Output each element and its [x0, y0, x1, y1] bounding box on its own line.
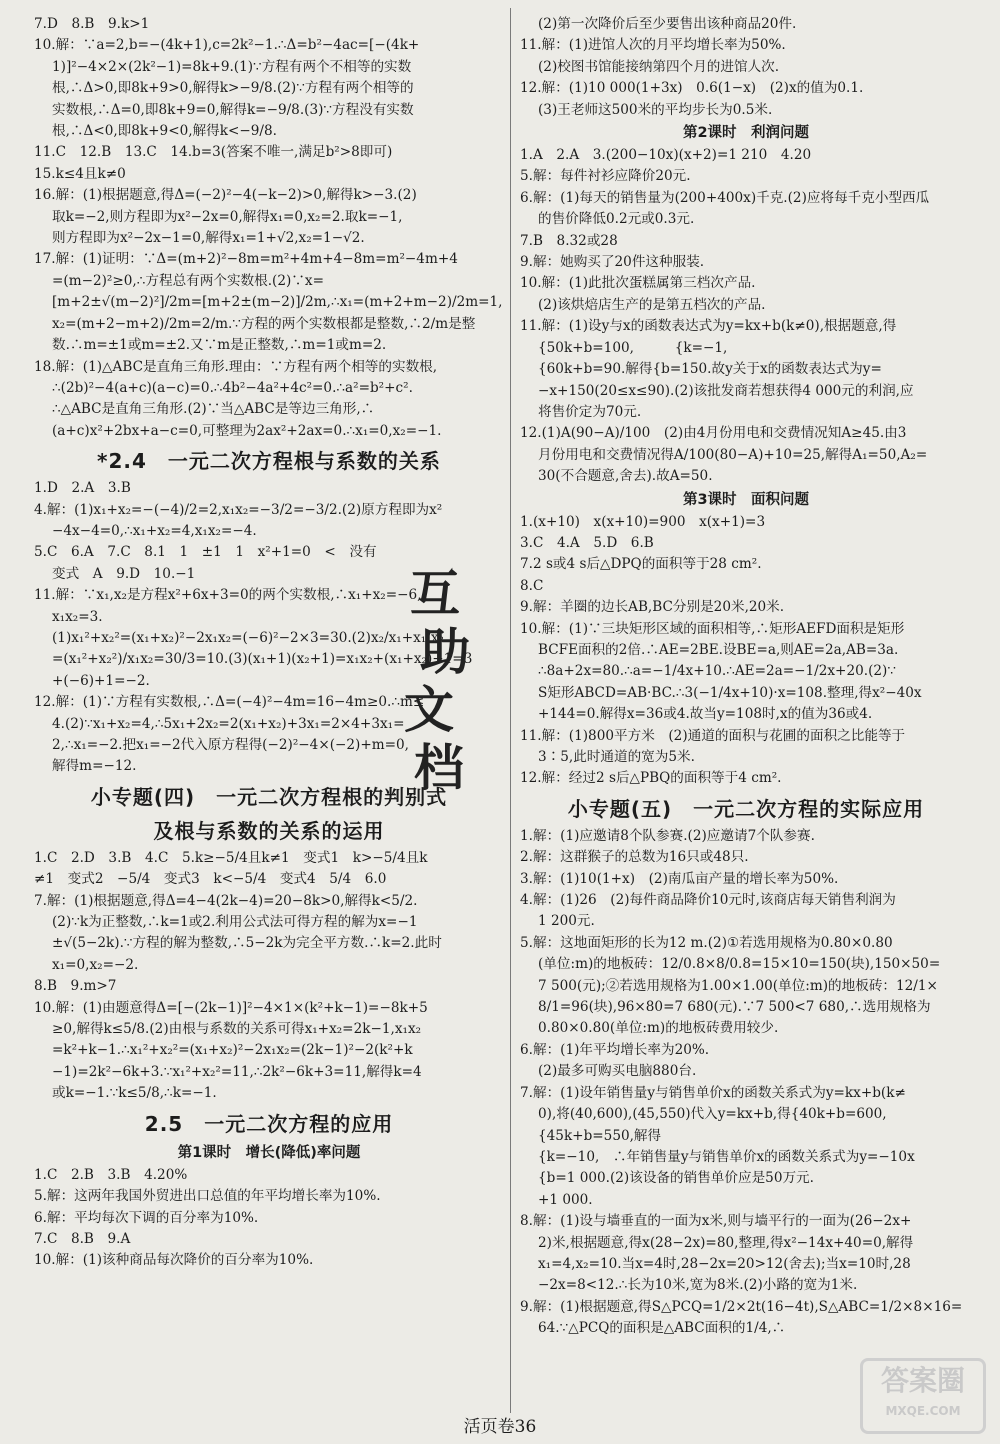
answer-line: x₁=4,x₂=10.当x=4时,28−2x=20>12(舍去);当x=10时,28 [538, 1255, 911, 1272]
answer-line: 10.解：∵a=2,b=−(4k+1),c=2k²−1.∴Δ=b²−4ac=[−(4k+ [34, 37, 420, 54]
watermark-title: 答案圈 [880, 1364, 965, 1397]
answer-line: ∴△ABC是直角三角形.(2)∵当△ABC是等边三角形,∴ [52, 401, 375, 418]
answer-line: ≠1 变式2 −5/4 变式3 k<−5/4 变式4 5/4 6.0 [34, 871, 387, 888]
answer-line: 变式 A 9.D 10.−1 [52, 565, 196, 582]
answer-line: 的售价降低0.2元或0.3元. [538, 211, 695, 228]
answer-line: ≥0,解得k≤5/8.(2)由根与系数的关系可得x₁+x₂=2k−1,x₁x₂ [52, 1021, 422, 1038]
answer-line: 7.C 8.B 9.A [34, 1230, 131, 1247]
answer-line: 8.B 9.m>7 [34, 978, 117, 995]
answer-line: =k²+k−1.∴x₁²+x₂²=(x₁+x₂)²−2x₁x₂=(2k−1)²−2(k²+k [52, 1042, 413, 1059]
answer-line: 数.∴m=±1或m=±2.又∵m是正整数,∴m=1或m=2. [52, 337, 387, 354]
answer-line: 4.解：(1)26 (2)每件商品降价10元时,该商店每天销售利润为 [520, 892, 896, 909]
section-heading: *2.4 一元二次方程根与系数的关系 [97, 449, 441, 474]
watermark-site: MXQE.COM [885, 1404, 961, 1418]
answer-line: {60k+b=90.解得{b=150.故y关于x的函数表达式为y= [538, 361, 882, 378]
answer-line: ∴8a+2x=80.∴a=−1/4x+10.∴AE=2a=−1/2x+20.(2)∵ [538, 663, 896, 680]
answer-line: 0.80×0.80(单位:m)的地板砖费用较少. [538, 1020, 779, 1037]
answer-line: 1 200元. [538, 913, 595, 930]
answer-line: 7.B 8.32或28 [520, 232, 618, 249]
answer-line: 7.解：(1)设年销售量y与销售单价x的函数关系式为y=kx+b(k≠ [520, 1084, 906, 1101]
answer-line: 3.解：(1)10(1+x) (2)南瓜亩产量的增长率为50%. [520, 870, 839, 887]
answer-line: 12.解：(1)10 000(1+3x) 0.6(1−x) (2)x的值为0.1. [520, 80, 864, 97]
answer-line: 10.解：(1)该种商品每次降价的百分率为10%. [34, 1252, 314, 1269]
answer-line: −x+150(20≤x≤90).(2)该批发商若想获得4 000元的利润,应 [538, 382, 914, 399]
answer-line: 9.解：羊圈的边长AB,BC分别是20米,20米. [520, 599, 785, 616]
answer-line: 17.解：(1)证明：∵Δ=(m+2)²−8m=m²+4m+4−8m=m²−4m+4 [34, 251, 458, 268]
answer-line: 2.解：这群猴子的总数为16只或48只. [520, 849, 749, 866]
answer-line: 则方程即为x²−2x−1=0,解得x₁=1+√2,x₂=1−√2. [52, 230, 365, 247]
answer-line: 1.(x+10) x(x+10)=900 x(x+1)=3 [520, 513, 766, 530]
answer-line: =(x₁²+x₂²)/x₁x₂=30/3=10.(3)(x₁+1)(x₂+1)=x₁x₂+(x₁+x₂)+1=3 [52, 651, 473, 668]
answer-line: 30(不合题意,舍去).故A=50. [538, 468, 713, 485]
answer-line: 1)]²−4×2×(2k²−1)=8k+9.(1)∵方程有两个不相等的实数 [52, 58, 412, 75]
answer-line: +1 000. [538, 1191, 593, 1208]
answer-line: 将售价定为70元. [538, 403, 642, 420]
answer-line: 取k=−2,则方程即为x²−2x=0,解得x₁=0,x₂=2.取k=−1, [52, 208, 403, 225]
answer-line: 9.解：(1)根据题意,得S△PCQ=1/2×2t(16−4t),S△ABC=1/2×8×16= [520, 1298, 963, 1315]
answer-line: 1.C 2.B 3.B 4.20% [34, 1166, 188, 1183]
answer-line: x₂=(m+2−m+2)/2m=2/m.∵方程的两个实数根都是整数,∴2/m是整 [52, 315, 476, 332]
answer-line: 解得m=−12. [52, 758, 137, 775]
answer-line: 11.解：∵x₁,x₂是方程x²+6x+3=0的两个实数根,∴x₁+x₂=−6, [34, 587, 422, 604]
answer-line: {50k+b=100, {k=−1, [538, 339, 728, 356]
answer-line: 10.解：(1)此批次蛋糕属第三档次产品. [520, 275, 756, 292]
answer-line: 15.k≤4且k≠0 [34, 165, 126, 182]
answer-line: 3∶5,此时通道的宽为5米. [538, 749, 695, 765]
answer-line: 11.解：(1)进馆人次的月平均增长率为50%. [520, 37, 786, 54]
lesson-heading: 第2课时 利润问题 [682, 125, 810, 142]
answer-line: (2)第一次降价后至少要售出该种商品20件. [538, 16, 797, 32]
answer-line: 或k=−1.∵k≤5/8,∴k=−1. [52, 1085, 217, 1102]
answer-line: 2)米,根据题意,得x(28−2x)=80,整理,得x²−14x+40=0,解得 [538, 1234, 914, 1251]
answer-line: 实数根,∴Δ=0,即8k+9=0,解得k=−9/8.(3)∵方程没有实数 [52, 101, 414, 118]
answer-line: 7 500(元);②若选用规格为1.00×1.00(单位:m)的地板砖：12/1× [538, 977, 938, 994]
column-divider [510, 8, 511, 1413]
answer-line: 12.解：(1)∵方程有实数根,∴Δ=(−4)²−4m=16−4m≥0.∴m≤ [34, 694, 425, 711]
answer-line: (1)x₁²+x₂²=(x₁+x₂)²−2x₁x₂=(−6)²−2×3=30.(2)x₂/x₁+x₁/x₂ [52, 629, 444, 646]
answer-line: 3.C 4.A 5.D 6.B [520, 534, 654, 551]
answer-line: 4.(2)∵x₁+x₂=4,∴5x₁+2x₂=2(x₁+x₂)+3x₁=2×4+3x₁= [52, 715, 405, 732]
answer-line: {k=−10, ∴年销售量y与销售单价x的函数关系式为y=−10x [538, 1148, 915, 1165]
answer-line: 11.解：(1)设y与x的函数表达式为y=kx+b(k≠0),根据题意,得 [520, 318, 897, 335]
answer-line: (2)∵k为正整数,∴k=1或2.利用公式法可得方程的解为x=−1 [52, 914, 418, 931]
answer-line: 12.(1)A(90−A)/100 (2)由4月份用电和交费情况知A≥45.由3 [520, 425, 907, 442]
answer-line: 1.C 2.D 3.B 4.C 5.k≥−5/4且k≠1 变式1 k>−5/4且k [34, 849, 428, 866]
answer-line: 5.解：这两年我国外贸进出口总值的年平均增长率为10%. [34, 1188, 381, 1205]
answer-line: 4.解：(1)x₁+x₂=−(−4)/2=2,x₁x₂=−3/2=−3/2.(2)原方程即为x² [34, 501, 443, 518]
answer-line: (a+c)x²+2bx+a−c=0,可整理为2ax²+2ax=0.∴x₁=0,x₂=−1. [52, 422, 442, 439]
answer-line: 7.解：(1)根据题意,得Δ=4−4(2k−4)=20−8k>0,解得k<5/2. [34, 892, 418, 909]
answer-line: 1.A 2.A 3.(200−10x)(x+2)=1 210 4.20 [520, 147, 812, 164]
answer-line: 16.解：(1)根据题意,得Δ=(−2)²−4(−k−2)>0,解得k>−3.(2) [34, 187, 417, 204]
handwritten-annotation: 互 助 文 档 [404, 564, 470, 797]
answer-line: 0),将(40,600),(45,550)代入y=kx+b,得{40k+b=600, [538, 1106, 887, 1123]
answer-line: 5.解：这地面矩形的长为12 m.(2)①若选用规格为0.80×0.80 [520, 934, 893, 951]
lesson-heading: 第3课时 面积问题 [682, 491, 810, 508]
answer-line: x₁x₂=3. [52, 608, 103, 625]
answer-line: {45k+b=550,解得 [538, 1127, 662, 1144]
answer-line: (单位:m)的地板砖：12/0.8×8/0.8=15×10=150(块),150×50= [538, 956, 941, 973]
answer-line: 月份用电和交费情况得A/100(80−A)+10=25,解得A₁=50,A₂= [538, 446, 928, 463]
section-heading: 2.5 一元二次方程的应用 [144, 1111, 394, 1136]
answer-line: −1)=2k²−6k+3.∵x₁²+x₂²=11,∴2k²−6k+3=11,解得k=4 [52, 1063, 422, 1080]
answer-line: 6.解：平均每次下调的百分率为10%. [34, 1209, 259, 1226]
answer-line: (2)最多可购买电脑880台. [538, 1063, 697, 1080]
answer-line: BCFE面积的2倍.∴AE=2BE.设BE=a,则AE=2a,AB=3a. [538, 641, 899, 658]
page-footer: 活页卷36 [463, 1417, 537, 1437]
answer-line: 11.解：(1)800平方米 (2)通道的面积与花圃的面积之比能等于 [520, 727, 906, 744]
section-heading: 及根与系数的关系的运用 [153, 818, 385, 843]
answer-line: 10.解：(1)∵三块矩形区域的面积相等,∴矩形AEFD面积是矩形 [520, 620, 905, 637]
section-heading: 小专题(四) 一元二次方程根的判别式 [90, 784, 448, 809]
answer-line: 5.C 6.A 7.C 8.1 1 ±1 1 x²+1=0 < 没有 [34, 544, 377, 561]
section-heading: 小专题(五) 一元二次方程的实际应用 [567, 796, 925, 821]
watermark-logo [860, 1358, 986, 1434]
answer-line: 1.解：(1)应邀请8个队参赛.(2)应邀请7个队参赛. [520, 827, 815, 844]
answer-line: 根,∴Δ>0,即8k+9>0,解得k>−9/8.(2)∵方程有两个相等的 [52, 80, 414, 97]
answer-line: 7.2 s或4 s后△DPQ的面积等于28 cm². [520, 556, 762, 573]
answer-line: 9.解：她购买了20件这种服装. [520, 254, 705, 271]
answer-line: (2)校图书馆能接纳第四个月的进馆人次. [538, 58, 780, 75]
answer-line: 6.解：(1)年平均增长率为20%. [520, 1041, 710, 1058]
answer-line: 5.解：每件衬衫应降价20元. [520, 168, 691, 185]
answer-line: 64.∵△PCQ的面积是△ABC面积的1/4,∴ [538, 1320, 786, 1337]
answer-line: 10.解：(1)由题意得Δ=[−(2k−1)]²−4×1×(k²+k−1)=−8k+5 [34, 999, 428, 1016]
answer-line: 2,∴x₁=−2.把x₁=−2代入原方程得(−2)²−4×(−2)+m=0, [52, 737, 409, 753]
answer-line: 7.D 8.B 9.k>1 [34, 16, 150, 32]
answer-line: ∴(2b)²−4(a+c)(a−c)=0.∴4b²−4a²+4c²=0.∴a²=b²+c². [52, 379, 413, 396]
answer-line: +(−6)+1=−2. [52, 672, 150, 689]
answer-line: 8/1=96(块),96×80=7 680(元).∵7 500<7 680,∴选用规格为 [538, 999, 931, 1016]
answer-line: 1.D 2.A 3.B [34, 480, 131, 497]
answer-line: 6.解：(1)每天的销售量为(200+400x)千克.(2)应将每千克小型西瓜 [520, 189, 930, 206]
answer-line: (2)该烘焙店生产的是第五档次的产品. [538, 296, 766, 313]
lesson-heading: 第1课时 增长(降低)率问题 [177, 1144, 361, 1161]
answer-line: S矩形ABCD=AB·BC.∴3(−1/4x+10)·x=108.整理,得x²−40x [538, 684, 922, 701]
answer-line: −2x=8<12.∴长为10米,宽为8米.(2)小路的宽为1米. [538, 1277, 858, 1294]
answer-line: 18.解：(1)△ABC是直角三角形.理由：∵方程有两个相等的实数根, [34, 358, 438, 375]
answer-line: 12.解：经过2 s后△PBQ的面积等于4 cm². [520, 770, 782, 787]
answer-line: x₁=0,x₂=−2. [52, 956, 139, 973]
answer-line: =(m−2)²≥0,∴方程总有两个实数根.(2)∵x= [52, 272, 324, 289]
answer-line: 11.C 12.B 13.C 14.b=3(答案不唯一,满足b²>8即可) [34, 144, 393, 161]
answer-line: {b=1 000.(2)该设备的销售单价应是50万元. [538, 1170, 814, 1187]
answer-line: −4x−4=0,∴x₁+x₂=4,x₁x₂=−4. [52, 522, 257, 539]
answer-line: 8.解：(1)设与墙垂直的一面为x米,则与墙平行的一面为(26−2x+ [520, 1213, 912, 1230]
answer-line: 8.C [520, 577, 544, 594]
answer-line: [m+2±√(m−2)²]/2m=[m+2±(m−2)]/2m,∴x₁=(m+2+m−2)/2m=1, [52, 294, 503, 311]
answer-line: (3)王老师这500米的平均步长为0.5米. [538, 101, 773, 118]
answer-line: 根,∴Δ<0,即8k+9<0,解得k<−9/8. [52, 123, 277, 140]
answer-line: ±√(5−2k).∵方程的解为整数,∴5−2k为完全平方数.∴k=2.此时 [52, 935, 442, 952]
right-column [520, 14, 972, 1340]
answer-line: +144=0.解得x=36或4.故当y=108时,x的值为36或4. [538, 706, 873, 723]
